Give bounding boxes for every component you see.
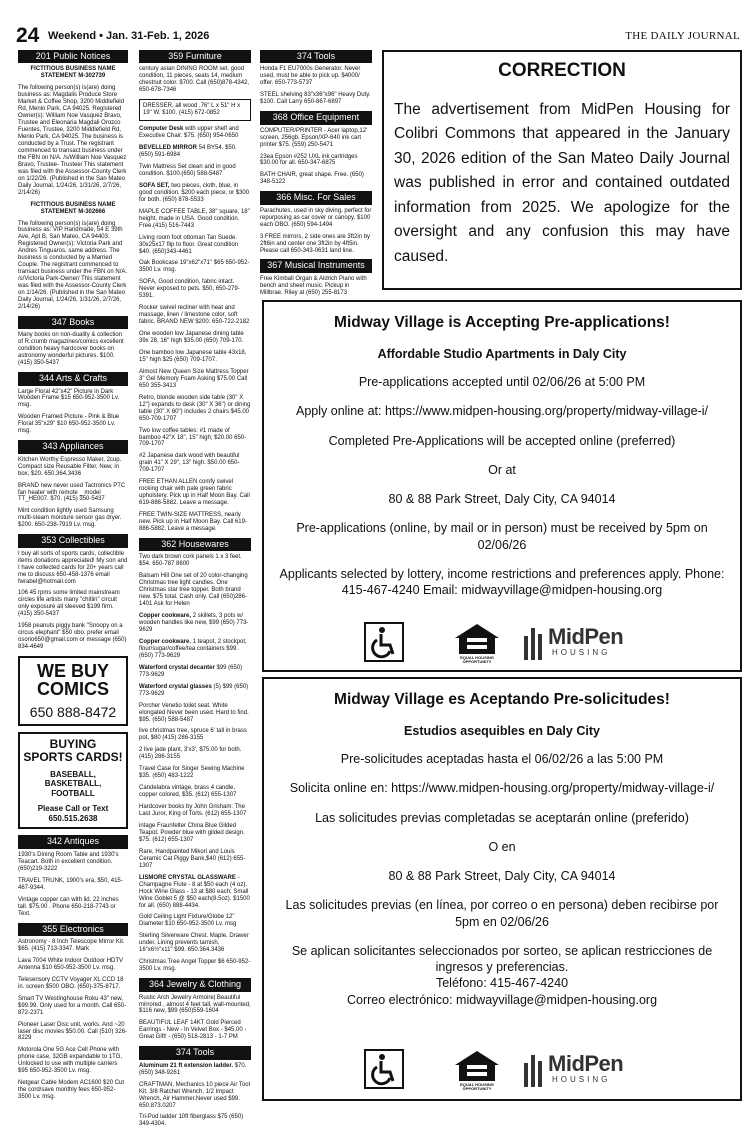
listing: Motorola One 5G Ace Cell Phone with phone case, 32GB expandable to 1TG, Unlocked to use with multiple carriers $95 650-952-3500 Lv. msg. [18,1047,123,1075]
ad-line: BUYING [49,737,97,752]
ad-paragraph: Pre-applications accepted until 02/06/26 at 5:00 PM [358,375,646,389]
section-header: 368 Office Equipment [260,111,372,124]
section-header: 347 Books [18,316,128,329]
listing: Retro, blonde wooden side table (30" X 12") expands to desk (30" X 36") or dining table (30" X 60") includes 2 chairs $45.00 650-709-1707 [139,394,251,422]
listing [139,639,251,660]
listing-text: 54 BY54. $50. (650) 591-6984 [139,145,237,159]
listing: Vintage copper can with lid. 22 inches tall. $75.00 . Phone 650-218-7743 or Text. [18,896,119,917]
midway-village-ad-spanish [262,677,742,1101]
issue-date: Weekend • Jan. 31-Feb. 1, 2026 [48,30,210,42]
midpen-word: MidPen [548,624,624,649]
ad-subtitle: Affordable Studio Apartments in Daly City [377,347,627,361]
ad-title: Midway Village es Aceptando Pre-solicitudes! [334,691,670,708]
notice-title: FICTITIOUS BUSINESS NAME STATEMENT M-302739 [30,66,116,80]
listing: 106 45 rpms some limited mainstream circles life artists many "chitlin" circuit only exposure all sleeved $199 firm. (415) 350-5437 [18,590,120,618]
listing: Rustic Arch Jewelry Armoire| Beautiful mirrored , almost 4 feet tall, wall-mounted, $116 new, $99 (650)559-1604 [139,994,251,1015]
notice-body: The following person(s) is(are) doing business as: VIP Handmade, 54 E 39th Ave, Apt B, San Mateo, CA 94403. Registered Owner(s): Victoria Park and Andres Tinguaros, same address. The business is conducted by a Married Couple. The registrant commenced to transact business under the FBN on N/A. /s/Victoria Park-Owner/ This statement was filed with the Assessor-County Clerk on 1/14/26. (Published in the San Mateo Daily Journal, 1/24/26, 1/31/26, 2/7/26, 2/14/26) [18,220,128,310]
ad-paragraph: 80 & 88 Park Street, Daly City, CA 94014 [388,869,616,883]
listing [139,1063,251,1077]
listing: 1930's Dining Room Table and 1930's Teacart. Both in excellent condition. (650)219-3222 [18,851,119,872]
listing: Rare, Handpainted Mikori and Louis Ceramic Cat Piggy Bank,$40 (612) 655-1307 [139,848,246,869]
listing: live christmas tree, spruce 6' tall in brass pot, $80 (415) 286-3155 [139,728,247,742]
equal-housing-caption: EQUAL HOUSING OPPORTUNITY [460,655,494,665]
classifieds-column-2 [139,50,251,1128]
listing: Kitchen Worthy Espresso Maker, 2cup. Compact size Reusable Filter, New, in box, $20. 650.364.3436 [18,456,122,477]
equal-housing-logo [447,1049,507,1093]
section-header: 367 Musical Instruments [260,259,372,272]
listing-title: LISMORE CRYSTAL GLASSWARE [139,874,236,881]
classifieds-column-3 [260,50,372,296]
ad-paragraph: Las solicitudes previas (en línea, por correo o en persona) deben recibirse por 5pm en 02/06/26 [285,898,719,929]
we-buy-comics-ad [18,656,128,726]
listing: 23ea Epson #252 UXL ink cartridges $30.00 for all. 650-347-6875 [260,153,358,167]
midpen-icon [522,1049,546,1089]
section-header: 359 Furniture [139,50,251,63]
listing: Christmas Tree Angel Topper $6 650-952-3500 Lv. msg. [139,959,251,973]
section-header: 362 Housewares [139,538,251,551]
listing: I buy all sorts of sports cards, collectible items donations appreciated! My son and I have collected cards for 20+ years call me to discuss 650-458-1376 email fwrabel@hotmail.com [18,550,128,585]
ad-line: SPORTS CARDS! [23,749,123,764]
listing: Porcher Venetio toilet seat. White elongated Never been used. Hard to find. $95. (650) 588-5487 [139,702,249,723]
listing [139,613,251,634]
ad-line: BASEBALL, [50,769,96,779]
listing-title: Waterford crystal decanter [139,664,215,671]
listing-text: (5) $99 (650) 773-9629 [139,683,249,697]
listing: Rocker swivel recliner with heat and massage, linen / limestone color, soft fabric. BRAND NEW $200. 650-722-2182 [139,305,250,326]
listing-title: Waterford crystal glasses [139,683,212,690]
ad-logos [264,622,740,666]
listing: #2 Japanese dark wood with beautiful grain 41" X 29", 13" high. $50.00 650-709-1707 [139,453,240,474]
listing: Parachutes, used in sky diving, perfect for repurposing as car cover or canopy. $100 each OBO. (650) 594-1494 [260,207,372,228]
notice-title: FICTITIOUS BUSINESS NAME STATEMENT M-302666 [30,201,116,215]
listing-title: Aluminum 21 ft extension ladder. [139,1062,234,1069]
midpen-logo [522,622,642,662]
listing: 2 live jade plant, 3'x3', $75.00 for both. (415) 286-3155 [139,747,242,761]
ad-paragraph: Apply online at: https://www.midpen-housing.org/property/midway-village-i/ [296,404,708,419]
ad-paragraph: Pre-applications (online, by mail or in person) must be received by 5pm on 02/06/26 [296,521,708,552]
buying-sports-cards-ad [18,732,128,829]
paper-name: THE DAILY JOURNAL [625,30,740,42]
listing [139,145,251,159]
listing: Two low coffee tables: #1 made of bamboo 42"X 18", 15" high; $20.00 650-709-1707 [139,427,247,448]
listing: 1958 peanuts piggy bank "Snoopy on a circus elephant" $50 obo. prefer email osorio650@gmail.com or message (650) 834-4649 [18,623,127,651]
page-header [14,22,742,48]
listing: Tri-Pod ladder 10ft fiberglass $75 (650) 349-4304. [139,1114,244,1128]
listing: Pioneer Laser Disc unit, works. And ~20 laser disc movies $50.00. Call (510) 326-8229 [18,1021,128,1042]
listing-text: , 1 teapot, 2 stockpot, flour/sugar/coffee/tea containers $99. (650) 773-9629 [139,638,247,659]
midpen-word: MidPen [548,1051,624,1076]
listing: Wooden Framed Picture - Pink & Blue Floral 35"x29" $10 650-952-3500 Lv. msg. [18,414,120,435]
listing: One bamboo low Japanese table 43x18, 15" high $25 (650) 709-1707. [139,349,247,363]
midway-village-ad-english [262,300,742,672]
ad-paragraph: Teléfono: 415-467-4240 [435,976,569,991]
listing: 3 FREE mirrors, 2 side ones are 3ft2in by 2ft6in and center one 3ft2in by 4ft5in. Please call 650-343-0631 land line. [260,233,371,254]
ad-subtitle: Estudios asequibles en Daly City [404,724,600,738]
listing: STEEL shelving 83"x36"x96" Heavy Duty. $100. Call Larry 650-867-6897 [260,92,371,106]
listing: FREE ETHAN ALLEN comfy swivel rocking chair with pale green fabric upholstery. Pick up in Half Moon Bay. Call 619-886-5882. Leave a message. [139,479,250,507]
listing: Honda F1 EU7000s Generator. Never used, must be able to pick up. $4000/ offer. 650-773-5737 [260,66,361,87]
listing-title: BEVELLED MIRROR [139,145,198,152]
listing: Twin Mattress Set clean and in good condition. $100.(650) 588-5487 [139,163,236,177]
ad-paragraph: Se aplican solicitantes seleccionados por sorteo, se aplican restricciones de ingresos y preferencias. [291,943,713,974]
listing: Smart TV Westinghouse Roku 43" new, $99.99. Only used for a month. Call 650-872-2371 [18,995,127,1016]
listing [139,183,251,204]
ad-paragraph: Las solicitudes previas completadas se aceptarán online (preferido) [315,810,689,825]
listing-text: DRESSER, all wood .76" L x 51" H x 19" W. $100. (415) 672-0852 [143,103,241,117]
equal-housing-logo [447,622,507,666]
ad-phone: 650 888-8472 [29,704,117,721]
ad-title: Midway Village is Accepting Pre-applications! [334,314,670,331]
ad-logos [264,1049,740,1093]
ad-line: COMICS [37,679,109,700]
section-header: 353 Collectibles [18,534,128,547]
listing: Living room foot ottoman Tan Suede. 30x25x17 flip to floor. Great condition $40. (650)343-4461 [139,234,239,255]
listing: FREE TWIN-SIZE MATTRESS, nearly new. Pick up in Half Moon Bay. Call 619-886-5882. Leave a message. [139,512,247,532]
listing-text: two pieces, cloth, blue, in good condition. $200 each piece, or $300 for both. (650) 878-5533 [139,182,250,203]
ad-paragraph: Correo electrónico: midwayvillage@midpen-housing.org [346,992,658,1007]
listing-text: $70. (650) 348-9261 [139,1062,247,1076]
midpen-sub: HOUSING [552,648,611,657]
listing-title: Computer Desk [139,126,184,133]
listing-title: SOFA SET, [139,182,170,189]
listing: BATH CHAIR, great shape. Free. (650) 348-5122 [260,172,364,186]
ad-paragraph: Completed Pre-Applications will be accepted online (preferred) [328,433,676,448]
listing-title: Copper cookware [139,638,190,645]
section-header: 374 Tools [260,50,372,63]
boxed-listing [139,99,251,121]
listing [139,665,251,679]
midpen-sub: HOUSING [552,1075,611,1084]
listing-title: Copper cookware, [139,613,192,620]
correction-body: The advertisement from MidPen Housing for Colibri Commons that appeared in the January 30, 2026 edition of the San Mateo Daily Journal was published in error and contained outdated information from 2025. We apologize for the oversight and any confusion this may have caused. [394,101,730,265]
listing: One wooden low Japanese dining table 39x 28, 16" high $35.00 (650) 709-170. [139,331,244,345]
listing [139,684,251,698]
ad-line: BASKETBALL, FOOTBALL [44,779,102,798]
ad-paragraph: Or at [488,462,516,477]
ad-line: Please Call or Text [37,804,109,814]
listing: Netgear Cable Modem AC1600 $20 Cut the cord/save monthly fees 650-952-3500 Lv. msg. [18,1080,125,1101]
equal-housing-icon [447,1049,507,1083]
section-header: 366 Misc. For Sales [260,191,372,204]
listing: BEAUTIFUL LEAF 14KT Gold Pierced Earrings - New - In Velvet Box - $45.00 - Great Gift! - (650) 518-2813 - 1-7 PM [139,1020,247,1041]
listing: Two dark brown cork panels 1 x 3 feet. $54. 650-787 8600 [139,554,242,568]
listing: Telesensory CCTV Voyager XL CCD 18 in. screen $500 OBO. (650)-375-8717. [18,976,124,990]
listing: Free Kimball Organ & Aldrich Piano with bench and sheet music. Pickup in Millbrae. Riley at (650) 255-8173 [260,275,367,296]
midpen-icon [522,622,546,662]
page-number: 24 [16,24,40,47]
listing: BRAND new never used Tactronics PTC fan heater with remote _ model TT_HE007. $70. (415) 350-5437 [18,482,126,503]
listing: TRAVEL TRUNK, 1900's era, $50, 415-467-9344. [18,877,123,891]
listing: CRAFTMAN, Mechanics 10 piece Air Tool Kit. 3/8 Ratchet Wrench, 1/2 Impact Wrench, Air Hammer.Never used $99. 650.873.0207 [139,1081,250,1109]
section-header: 344 Arts & Crafts [18,372,128,385]
correction-title: CORRECTION [498,60,626,81]
notice-body: The following person(s) is(are) doing business as: Magdalis Produce Store Market & Coffee Shop, 3200 Middlefield Rd, Menlo Park, CA 94025. Registered Owner(s): William Noe Vasquez Bravo, Trustee and Eleonaria Magdali Orozco Fuentes, Trustee, 3200 Middlefield Rd, Menlo Park, CA 94025. The business is conducted by a Trust. The registrant commenced to transact business under the FBN on N/A. /s/William Noe Vasquez Bravo, Trustee- Trustee/ This statement was filed with the Assessor-County Clerk on 1/22/26. (Published in the San Mateo Daily Journal, 1/24/26, 1/31/26, 2/7/26, 2/14/26) [18,85,127,196]
listing-text: - Champagne Flute - 8 at $50 each (4 oz). Hock Wine Glass - 13 at $80 each; Small Wine Goblet 5 @ $50 each(8.5oz). $1500 for all. (650) 888-4434. [139,874,250,909]
listing-text: with upper shelf and Executive Chair. $75. (650) 954-0650 [139,126,239,140]
listing: Travel Case for Singer Sewing Machine $35. (650) 483-1222 [139,766,245,780]
listing [139,875,251,910]
listing-text: 2 skillets, 3 pots w/ wooden handles like new, $99 (650) 773-9629 [139,613,249,633]
listing: Hardcover books by John Grisham: The Last Juror, King of Torts. (612) 655-1307 [139,804,247,818]
section-header: 355 Electronics [18,923,128,936]
ad-paragraph: 80 & 88 Park Street, Daly City, CA 94014 [388,492,616,506]
listing: Many books on non-duality & collection of R.crumb magazines/comics excellent condition heavy hardcover books on astronomy wonderful pictures. $100. (415) 350-5437 [18,332,124,367]
listing: Lava 7004 White Indoor Outdoor HDTV Antenna $10 650-952-3500 Lv. msg. [18,957,124,971]
listing: COMPUTER/PRINTER - Acer laptop,12' screen, 256gb. Epson/XP-640 ink cart printer $75. (559) 250-5471 [260,127,368,148]
listing: Oak Bookcase 19"x62"x71" $65 650-952-3500 Lv. msg. [139,260,250,274]
listing: Candelabra vintage, brass 4 candle, copper colored, $35. (612) 655-1307 [139,785,237,799]
ad-line: WE BUY [37,661,109,682]
listing: Gold Ceiling Light Fixture/Globe 12" Diameter $10 650-952-3500 Lv. msg [139,914,237,928]
listing-text: $99 (650) 773-9629 [139,664,243,678]
listing [139,126,251,140]
wheelchair-accessible-icon [364,622,404,662]
ad-paragraph: Pre-solicitudes aceptadas hasta el 06/02/26 a las 5:00 PM [340,752,664,766]
equal-housing-caption: EQUAL HOUSING OPPORTUNITY [460,1082,494,1092]
listing: century asian DINING ROOM set. good condition, 11 pieces, seats 14, medium chestnut color. $700. Call (650)878-4342, 650-678-7346 [139,66,250,94]
listing: Sterling Silverware Chest. Maple. Drawer under. Lining prevents tarnish, 16"x6½"x11" $99. 650.364.3436 [139,933,249,954]
midpen-logo [522,1049,642,1089]
listing: MAPLE COFFEE TABLE, 38" square, 18" height, made in USA. Good condition. Free.(415) 516-7443 [139,208,250,229]
correction-notice [382,50,742,290]
section-header: 342 Antiques [18,835,128,848]
section-header: 364 Jewelry & Clothing [139,978,251,991]
listing: Large Floral 42"x42" Picture in Dark Wooden Frame $15 650-952-3500 Lv. msg. [18,388,120,409]
section-header: 201 Public Notices [18,50,128,63]
listing: Mint condition lightly used Samsung multi-steam moisture sensor gas dryer. $200. 650-238-7919 Lv. msg. [18,508,122,529]
listing: Almost New Queen Size Mattress Topper 3" Gel Memory Foam Asking $75.00 Call 650 355-3413 [139,368,249,389]
section-header: 343 Appliances [18,440,128,453]
equal-housing-icon [447,622,507,656]
ad-paragraph: Applicants selected by lottery, income restrictions and preferences apply. Phone: 415-467-4240 Email: midwayvillage@midpen-housing.org [279,566,725,597]
ad-phone: 650.515.2638 [48,813,98,823]
wheelchair-accessible-icon [364,1049,404,1089]
ad-paragraph: Solicita online en: https://www.midpen-housing.org/property/midway-village-i/ [289,781,715,796]
listing: intage Fraunfelter China Blue Gilded Teapot. Powder blue with gilded design. $75. (612) 655-1307 [139,822,245,843]
listing: Astronomy - 8 Inch Telescope Mirror Kit. $65. (415) 713-3347. Mark [18,938,125,952]
listing: SOFA, Good condition, fabric intact. Never exposed to pets. $50, 650-279-5391. [139,279,240,300]
listing: Balsam Hill One set of 20 color-changing Christmas tree light candles. One Christmas star tree topper. Both brand new. $75 total. Cash only. Call (650)286-1401 Ask for Helen [139,573,248,608]
classifieds-column-1 [18,50,128,1100]
ad-paragraph: O en [488,839,516,854]
section-header: 374 Tools [139,1046,251,1059]
